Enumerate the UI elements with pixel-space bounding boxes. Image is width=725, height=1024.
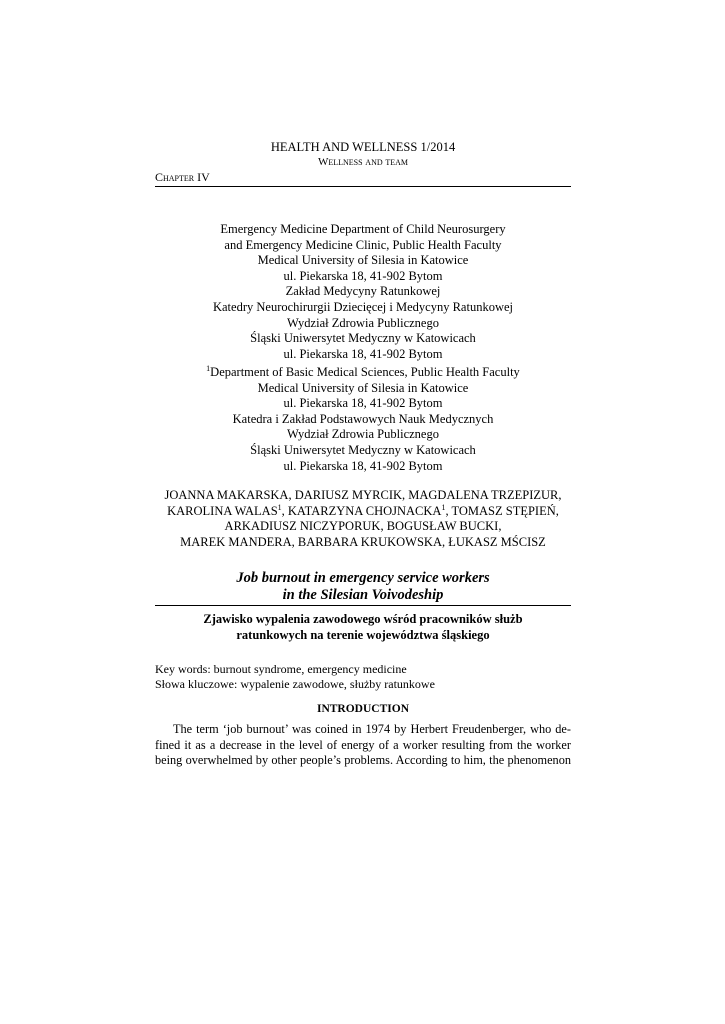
polish-title xyxy=(155,612,571,643)
affiliation-line: ul. Piekarska 18, 41-902 Bytom xyxy=(283,268,443,283)
affiliation-line: ul. Piekarska 18, 41-902 Bytom xyxy=(283,458,443,473)
author-name: , KATARZYNA CHOJNACKA xyxy=(281,503,442,518)
journal-title: HEALTH AND WELLNESS 1/2014 xyxy=(270,140,456,154)
affiliation-first-line: Department of Basic Medical Sciences, Public Health Faculty xyxy=(210,365,520,379)
title-line: Job burnout in emergency service workers xyxy=(236,570,490,586)
header-rule xyxy=(155,186,571,187)
introduction-heading: INTRODUCTION xyxy=(316,703,409,715)
affiliation-line: ul. Piekarska 18, 41-902 Bytom xyxy=(283,396,443,411)
affiliation-line: ul. Piekarska 18, 41-902 Bytom xyxy=(283,346,443,361)
paragraph-line: fined it as a decrease in the level of energy of a worker resulting from the worker xyxy=(155,737,571,752)
chapter-label: Chapter IV xyxy=(155,170,210,184)
affiliation-line xyxy=(155,365,571,381)
author-line xyxy=(155,504,571,520)
affiliation-marker: 1 xyxy=(441,502,446,512)
affiliation-2 xyxy=(155,365,571,474)
affiliation-line: and Emergency Medicine Clinic, Public Health Faculty xyxy=(224,237,502,252)
keywords-pl: Słowa kluczowe: wypalenie zawodowe, służby ratunkowe xyxy=(155,676,435,691)
affiliation-line: Emergency Medicine Department of Child Neurosurgery xyxy=(220,222,506,236)
running-header xyxy=(155,140,571,169)
keywords-en: Key words: burnout syndrome, emergency medicine xyxy=(155,662,407,676)
affiliation-line: Katedra i Zakład Podstawowych Nauk Medycznych xyxy=(232,411,494,426)
affiliation-line: Śląski Uniwersytet Medyczny w Katowicach xyxy=(250,331,476,346)
author-list xyxy=(155,488,571,550)
affiliation-line: Medical University of Silesia in Katowice xyxy=(257,253,469,268)
paragraph-line: being overwhelmed by other people’s problems. According to him, the phenomenon xyxy=(155,753,571,768)
affiliation-line: Wydział Zdrowia Publicznego xyxy=(287,427,439,442)
author-name: KAROLINA WALAS xyxy=(167,503,278,518)
affiliation-marker: 1 xyxy=(206,363,211,373)
affiliation-marker: 1 xyxy=(277,502,282,512)
author-line: JOANNA MAKARSKA, DARIUSZ MYRCIK, MAGDALENA TRZEPIZUR, xyxy=(164,488,562,502)
affiliation-line: Wydział Zdrowia Publicznego xyxy=(287,315,439,330)
author-line: ARKADIUSZ NICZYPORUK, BOGUSŁAW BUCKI, xyxy=(224,519,502,534)
title-line: in the Silesian Voivodeship xyxy=(282,587,444,603)
affiliation-line: Zakład Medycyny Ratunkowej xyxy=(285,284,441,299)
affiliation-line: Medical University of Silesia in Katowice xyxy=(257,380,469,395)
keywords xyxy=(155,662,571,691)
affiliation-line: Katedry Neurochirurgii Dziecięcej i Medycyny Ratunkowej xyxy=(212,299,513,314)
paragraph-line: The term ‘job burnout’ was coined in 1974 by Herbert Freudenberger, who de- xyxy=(173,722,571,736)
introduction-paragraph xyxy=(155,722,571,769)
author-line: MAREK MANDERA, BARBARA KRUKOWSKA, ŁUKASZ MŚCISZ xyxy=(180,534,546,549)
article-title xyxy=(155,570,571,604)
section-title: Wellness and team xyxy=(317,156,409,168)
affiliation-line: Śląski Uniwersytet Medyczny w Katowicach xyxy=(250,442,476,457)
affiliation-1 xyxy=(155,222,571,362)
subtitle-line: Zjawisko wypalenia zawodowego wśród pracowników służb xyxy=(203,612,523,626)
author-name: , TOMASZ STĘPIEŃ, xyxy=(445,503,559,518)
title-rule xyxy=(155,605,571,606)
subtitle-line: ratunkowych na terenie województwa śląskiego xyxy=(236,627,490,642)
